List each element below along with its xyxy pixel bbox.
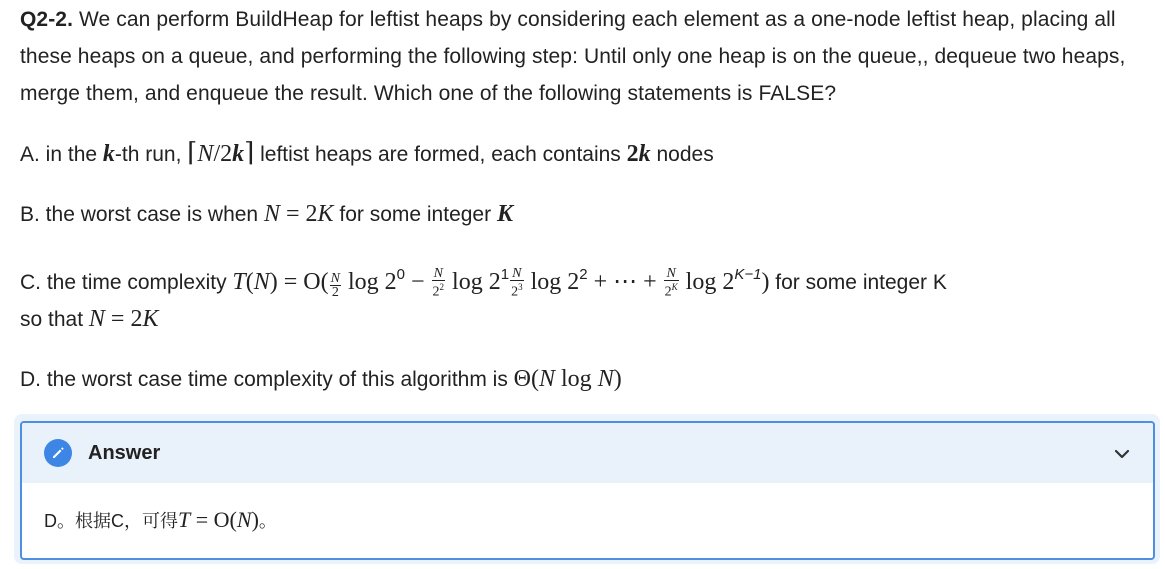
- question-body: We can perform BuildHeap for leftist heaps by considering each element as a one-node leftist heap, placing all these heaps on a queue, and performing the following step: Until only one heap is on the queue,, dequeue two heaps, merge them, and enqueue the result. Which one of the following statements is FALSE?: [20, 8, 1126, 105]
- question-text: [20, 0, 1147, 112]
- option-a: A. in the k-th run, ⌈N/2k⌉ leftist heaps are formed, each contains 2k nodes: [20, 138, 714, 167]
- answer-panel: [14, 414, 1160, 564]
- fraction-4: $\frac{N}{2^K}$: [664, 266, 678, 300]
- option-b: B. the worst case is when N = 2K for some integer K: [20, 201, 513, 227]
- answer-toggle[interactable]: [22, 423, 1153, 483]
- fraction-3: $\frac{N}{2^3}$: [511, 266, 523, 300]
- fraction-2: $\frac{N}{2^2}$: [432, 266, 445, 300]
- option-c: C. the time complexity T(N) = O( $\frac{N}{2}$ $\log 2^0$ − $\frac{N}{2^2}$ $\log 2^1$ $\frac{N}{2^3}$ $\log 2^2$ + ⋯ + $\frac{N}{2^K}$ $\log 2^{K-1}$) for some integer K so that N = 2K: [20, 266, 947, 332]
- chevron-down-icon[interactable]: [1113, 445, 1131, 463]
- answer-box: [20, 421, 1155, 560]
- pencil-icon: [44, 439, 72, 467]
- answer-title: Answer: [88, 441, 161, 464]
- option-d: D. the worst case time complexity of this algorithm is Θ(N log N): [20, 366, 622, 392]
- answer-body: D。根据C，可得T = O(N)。: [44, 507, 277, 532]
- question-number: Q2-2.: [20, 8, 74, 31]
- fraction-1: $\frac{N}{2}$: [330, 271, 340, 300]
